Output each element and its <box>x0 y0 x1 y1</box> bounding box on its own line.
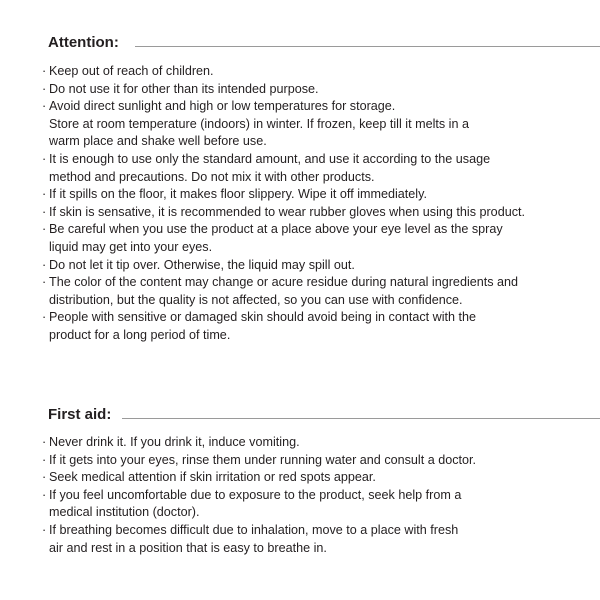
attention-item <box>42 81 598 99</box>
bullet-icon: · <box>42 257 47 272</box>
bullet-icon: · <box>42 275 47 290</box>
first-aid-item-text <box>49 487 598 522</box>
attention-item-line: Do not let it tip over. Otherwise, the liquid may spill out. <box>49 257 355 272</box>
first-aid-item-line: If it gets into your eyes, rinse them under running water and consult a doctor. <box>49 452 477 467</box>
first-aid-item <box>42 434 598 452</box>
attention-item-line: warm place and shake well before use. <box>49 134 267 149</box>
attention-item-text <box>49 274 598 309</box>
bullet-icon: · <box>42 310 47 325</box>
attention-item-text <box>49 204 598 222</box>
first-aid-item-text <box>49 522 598 557</box>
first-aid-item-text <box>49 434 598 452</box>
first-aid-item-text <box>49 452 598 470</box>
first-aid-list <box>42 434 598 557</box>
attention-section <box>0 33 600 342</box>
attention-item-line: The color of the content may change or acure residue during natural ingredients and <box>49 275 519 290</box>
attention-list <box>42 63 598 345</box>
attention-item-text <box>49 81 598 99</box>
first-aid-item <box>42 452 598 470</box>
attention-item-line: If skin is sensative, it is recommended to wear rubber gloves when using this product. <box>49 204 525 219</box>
first-aid-divider <box>122 418 600 419</box>
attention-title: Attention: <box>48 34 119 51</box>
attention-item-text <box>49 221 598 256</box>
bullet-icon: · <box>42 64 47 78</box>
attention-item-line: method and precautions. Do not mix it with other products. <box>49 169 375 184</box>
bullet-icon: · <box>42 151 47 166</box>
bullet-icon: · <box>42 81 47 96</box>
first-aid-header <box>0 405 600 427</box>
first-aid-item-line: Seek medical attention if skin irritation or red spots appear. <box>49 470 376 485</box>
first-aid-item-line: air and rest in a position that is easy to breathe in. <box>49 540 327 555</box>
attention-item <box>42 63 598 81</box>
attention-item-text <box>49 63 598 81</box>
first-aid-title: First aid: <box>48 406 112 423</box>
attention-item <box>42 274 598 309</box>
first-aid-item <box>42 522 598 557</box>
bullet-icon: · <box>42 435 47 449</box>
first-aid-item <box>42 487 598 522</box>
attention-item-text <box>49 257 598 275</box>
first-aid-item <box>42 469 598 487</box>
attention-item-text <box>49 309 598 344</box>
attention-item-line: distribution, but the quality is not affected, so you can use with confidence. <box>49 292 463 307</box>
attention-item-line: It is enough to use only the standard amount, and use it according to the usage <box>49 151 491 166</box>
attention-header <box>0 33 600 55</box>
bullet-icon: · <box>42 522 47 537</box>
bullet-icon: · <box>42 99 47 114</box>
attention-item-line: Keep out of reach of children. <box>49 64 214 78</box>
bullet-icon: · <box>42 487 47 502</box>
attention-item <box>42 151 598 186</box>
bullet-icon: · <box>42 222 47 237</box>
attention-item <box>42 221 598 256</box>
first-aid-item-line: Never drink it. If you drink it, induce vomiting. <box>49 435 300 449</box>
attention-item-line: liquid may get into your eyes. <box>49 239 213 254</box>
attention-item-line: If it spills on the floor, it makes floor slippery. Wipe it off immediately. <box>49 187 427 202</box>
first-aid-item-text <box>49 469 598 487</box>
attention-item-line: Do not use it for other than its intended purpose. <box>49 81 319 96</box>
attention-item-text <box>49 151 598 186</box>
first-aid-item-line: If breathing becomes difficult due to inhalation, move to a place with fresh <box>49 522 459 537</box>
bullet-icon: · <box>42 204 47 219</box>
attention-item-text <box>49 186 598 204</box>
first-aid-item-line: medical institution (doctor). <box>49 505 200 520</box>
first-aid-section <box>0 405 600 555</box>
attention-item-line: Store at room temperature (indoors) in winter. If frozen, keep till it melts in a <box>49 116 469 131</box>
first-aid-item-line: If you feel uncomfortable due to exposure to the product, seek help from a <box>49 487 462 502</box>
attention-divider <box>135 46 600 47</box>
bullet-icon: · <box>42 187 47 202</box>
attention-item <box>42 204 598 222</box>
attention-item-line: product for a long period of time. <box>49 327 231 342</box>
attention-item <box>42 186 598 204</box>
attention-item <box>42 98 598 151</box>
bullet-icon: · <box>42 452 47 467</box>
attention-item-line: Avoid direct sunlight and high or low temperatures for storage. <box>49 99 396 114</box>
attention-item-line: People with sensitive or damaged skin should avoid being in contact with the <box>49 310 477 325</box>
attention-item <box>42 309 598 344</box>
attention-item <box>42 257 598 275</box>
attention-item-line: Be careful when you use the product at a place above your eye level as the spray <box>49 222 503 237</box>
attention-item-text <box>49 98 598 151</box>
bullet-icon: · <box>42 470 47 485</box>
